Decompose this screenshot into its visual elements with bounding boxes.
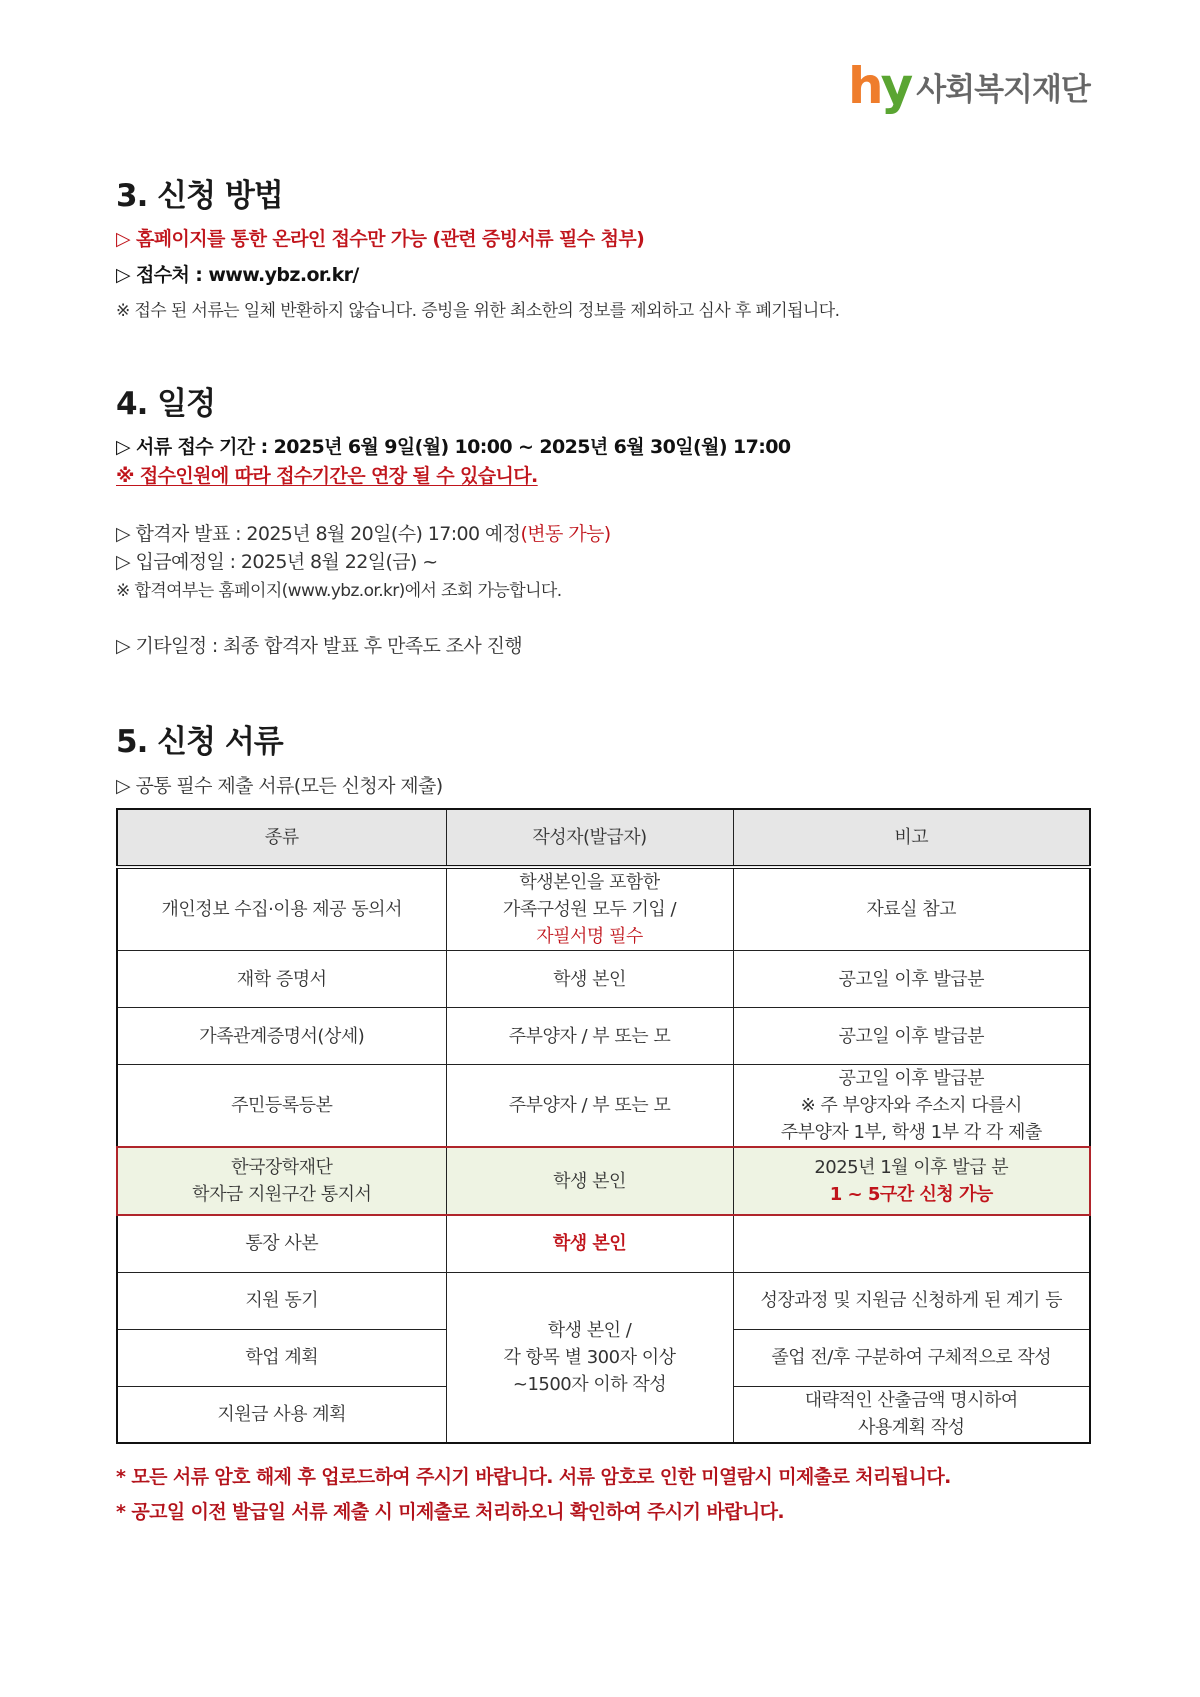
- other-schedule: ▷ 기타일정 : 최종 합격자 발표 후 만족도 조사 진행: [116, 635, 523, 657]
- doc-writer: 학생 본인: [446, 1215, 733, 1272]
- result-check-note: ※ 합격여부는 홈페이지(www.ybz.or.kr)에서 조회 가능합니다.: [116, 581, 562, 601]
- section4-title: 4. 일정: [116, 386, 216, 422]
- online-only-notice: ▷ 홈페이지를 통한 온라인 접수만 가능 (관련 증빙서류 필수 첨부): [116, 228, 645, 250]
- doc-note: 성장과정 및 지원금 신청하게 된 계기 등: [733, 1272, 1090, 1329]
- doc-note: [733, 1215, 1090, 1272]
- doc-note: 공고일 이후 발급분: [733, 951, 1090, 1008]
- doc-type: 한국장학재단 학자금 지원구간 통지서: [117, 1147, 446, 1215]
- section5-title: 5. 신청 서류: [116, 724, 283, 760]
- logo-name: 사회복지재단: [916, 71, 1090, 108]
- required-documents-table: [116, 808, 1091, 1444]
- header-note: 비고: [733, 809, 1090, 867]
- table-row: [117, 1065, 1090, 1148]
- table-row: [117, 951, 1090, 1008]
- common-docs-subtitle: ▷ 공통 필수 제출 서류(모든 신청자 제출): [116, 775, 443, 797]
- footnote-password: * 모든 서류 암호 해제 후 업로드하여 주시기 바랍니다. 서류 암호로 인한 미열람시 미제출로 처리됩니다.: [116, 1466, 951, 1488]
- doc-type: 가족관계증명서(상세): [117, 1008, 446, 1065]
- doc-writer: 학생 본인: [446, 951, 733, 1008]
- doc-type: 주민등록등본: [117, 1065, 446, 1148]
- extension-notice: ※ 접수인원에 따라 접수기간은 연장 될 수 있습니다.: [116, 465, 538, 487]
- table-header-row: [117, 809, 1090, 867]
- doc-writer: 주부양자 / 부 또는 모: [446, 1008, 733, 1065]
- doc-writer-merged: 학생 본인 / 각 항목 별 300자 이상 ~1500자 이하 작성: [446, 1272, 733, 1443]
- doc-type: 지원금 사용 계획: [117, 1386, 446, 1443]
- section3-title: 3. 신청 방법: [116, 178, 283, 214]
- table-row: [117, 1008, 1090, 1065]
- deposit-date: ▷ 입금예정일 : 2025년 8월 22일(금) ~: [116, 551, 438, 573]
- doc-writer: 학생본인을 포함한 가족구성원 모두 기입 / 자필서명 필수: [446, 867, 733, 951]
- doc-note: 공고일 이후 발급분: [733, 1008, 1090, 1065]
- table-row: [117, 1272, 1090, 1329]
- doc-type: 학업 계획: [117, 1329, 446, 1386]
- return-policy-note: ※ 접수 된 서류는 일체 반환하지 않습니다. 증빙을 위한 최소한의 정보를 제외하고 심사 후 폐기됩니다.: [116, 301, 840, 321]
- footnote-issue-date: * 공고일 이전 발급일 서류 제출 시 미제출로 처리하오니 확인하여 주시기 바랍니다.: [116, 1501, 785, 1523]
- doc-note: 2025년 1월 이후 발급 분 1 ~ 5구간 신청 가능: [733, 1147, 1090, 1215]
- table-row: [117, 867, 1090, 951]
- doc-note: 대략적인 산출금액 명시하여 사용계획 작성: [733, 1386, 1090, 1443]
- header-type: 종류: [117, 809, 446, 867]
- header-writer: 작성자(발급자): [446, 809, 733, 867]
- doc-writer: 주부양자 / 부 또는 모: [446, 1065, 733, 1148]
- doc-writer: 학생 본인: [446, 1147, 733, 1215]
- application-period: ▷ 서류 접수 기간 : 2025년 6월 9일(월) 10:00 ~ 2025년 6월 30일(월) 17:00: [116, 436, 791, 458]
- doc-note: 졸업 전/후 구분하여 구체적으로 작성: [733, 1329, 1090, 1386]
- doc-type: 개인정보 수집·이용 제공 동의서: [117, 867, 446, 951]
- doc-type: 통장 사본: [117, 1215, 446, 1272]
- contact-address: ▷ 접수처 : www.ybz.or.kr/: [116, 264, 359, 286]
- doc-note: 공고일 이후 발급분 ※ 주 부양자와 주소지 다를시 주부양자 1부, 학생 1부 각 각 제출: [733, 1065, 1090, 1148]
- logo-mark: hy: [848, 57, 911, 115]
- doc-note: 자료실 참고: [733, 867, 1090, 951]
- foundation-logo: [848, 56, 1090, 116]
- table-row: [117, 1215, 1090, 1272]
- doc-type: 재학 증명서: [117, 951, 446, 1008]
- doc-type: 지원 동기: [117, 1272, 446, 1329]
- announcement-date: ▷ 합격자 발표 : 2025년 8월 20일(수) 17:00 예정(변동 가능): [116, 523, 611, 545]
- table-row-highlighted: [117, 1147, 1090, 1215]
